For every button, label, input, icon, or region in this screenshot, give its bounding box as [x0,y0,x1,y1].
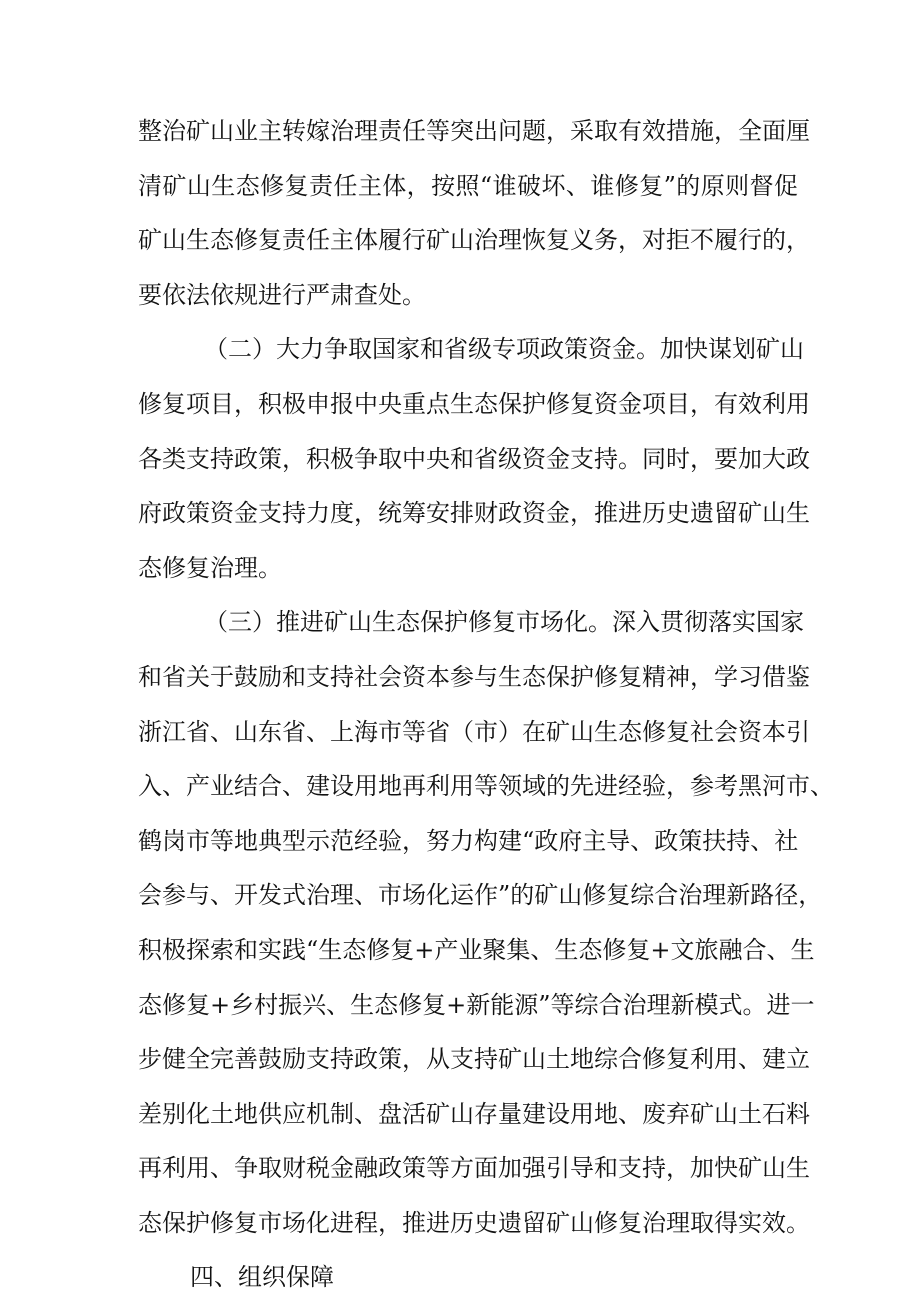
text-line: 矿山生态修复责任主体履行矿山治理恢复义务，对拒不履行的， [138,226,810,255]
text-line: （二）大力争取国家和省级专项政策资金。加快谋划矿山 [204,335,804,364]
text-line: 差别化土地供应机制、盘活矿山存量建设用地、废弃矿山土石料 [138,1099,810,1128]
text-line: 要依法依规进行严肃查处。 [138,280,426,309]
text-line: 步健全完善鼓励支持政策，从支持矿山土地综合修复利用、建立 [138,1045,810,1074]
text-line: 入、产业结合、建设用地再利用等领域的先进经验，参考黑河市、 [138,772,834,801]
text-line: 再利用、争取财税金融政策等方面加强引导和支持，加快矿山生 [138,1154,810,1183]
text-line: 态修复+乡村振兴、生态修复+新能源”等综合治理新模式。进一 [138,990,815,1019]
text-line: 鹤岗市等地典型示范经验，努力构建“政府主导、政策扶持、社 [138,826,799,855]
text-line: 积极探索和实践“生态修复+产业聚集、生态修复+文旅融合、生 [138,935,815,964]
text-line: 各类支持政策，积极争取中央和省级资金支持。同时，要加大政 [138,444,810,473]
text-line: 态修复治理。 [138,553,282,582]
paragraph-funding [138,322,810,595]
section-heading: 四、组织保障 [190,1263,334,1292]
text-line: 浙江省、山东省、上海市等省（市）在矿山生态修复社会资本引 [138,717,810,746]
text-line: 清矿山生态修复责任主体，按照“谁破坏、谁修复”的原则督促 [138,171,798,200]
text-line: 和省关于鼓励和支持社会资本参与生态保护修复精神，学习借鉴 [138,662,810,691]
document-body [138,104,834,1305]
text-line: 府政策资金支持力度，统筹安排财政资金，推进历史遗留矿山生 [138,499,810,528]
paragraph-responsibility [138,104,810,322]
paragraph-marketization [138,595,834,1250]
section-heading-organization [138,1250,798,1305]
text-line: 修复项目，积极申报中央重点生态保护修复资金项目，有效利用 [138,389,810,418]
text-line: 态保护修复市场化进程，推进历史遗留矿山修复治理取得实效。 [138,1208,810,1237]
text-line: （三）推进矿山生态保护修复市场化。深入贯彻落实国家 [204,608,804,637]
text-line: 整治矿山业主转嫁治理责任等突出问题，采取有效措施，全面厘 [138,117,810,145]
text-line: 会参与、开发式治理、市场化运作”的矿山修复综合治理新路径， [138,881,823,910]
